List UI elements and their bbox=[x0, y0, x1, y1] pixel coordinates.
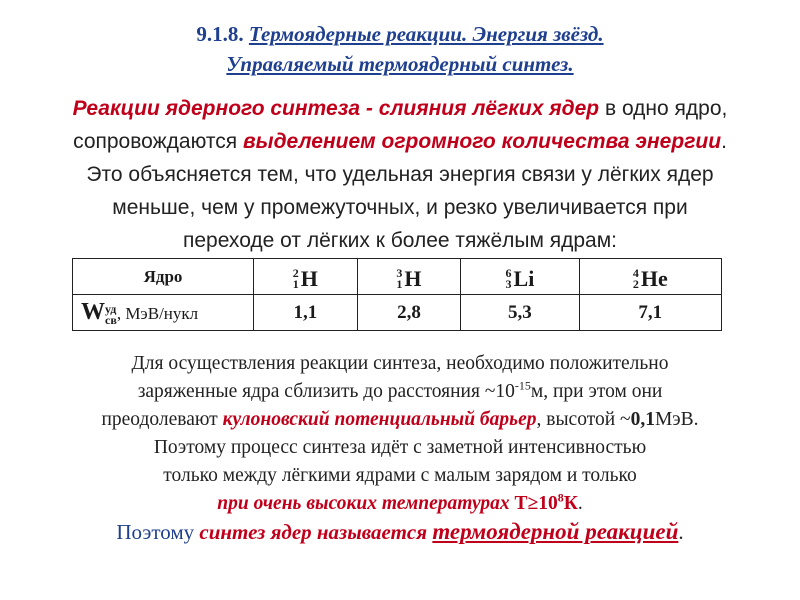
body-line-2 bbox=[0, 378, 800, 406]
mass-number: 4 bbox=[632, 266, 639, 280]
body-text: преодолевают bbox=[101, 409, 223, 430]
body-text: Поэтому bbox=[116, 520, 200, 544]
intro-text: в одно ядро, bbox=[599, 97, 728, 120]
exponent: -15 bbox=[514, 378, 531, 393]
body-text: , высотой ~ bbox=[536, 409, 631, 430]
charge-number: 1 bbox=[292, 277, 299, 291]
charge-number: 2 bbox=[632, 277, 639, 291]
value-cell: 7,1 bbox=[579, 295, 721, 331]
binding-energy-label bbox=[73, 295, 254, 331]
w-subscript: св bbox=[105, 313, 117, 328]
element-symbol: H bbox=[300, 266, 318, 291]
body-line-4: Поэтому процесс синтеза идёт с заметной интенсивностью bbox=[153, 437, 647, 458]
title-line-2 bbox=[0, 52, 800, 77]
charge-number: 3 bbox=[505, 277, 512, 291]
body-paragraph bbox=[0, 350, 800, 546]
intro-text: . bbox=[721, 130, 727, 153]
nucleus-header: Ядро bbox=[73, 259, 254, 295]
section-number: 9.1.8. bbox=[196, 22, 244, 46]
temperature-value: Т≥10 bbox=[509, 493, 558, 514]
body-text: . bbox=[678, 520, 684, 544]
energy-release-highlight: выделением огромного количества энергии bbox=[242, 130, 722, 153]
nuclide-cell bbox=[254, 259, 358, 295]
body-line-5: только между лёгкими ядрами с малым зарядом и только bbox=[163, 465, 637, 486]
intro-line-4: меньше, чем у промежуточных, и резко увеличивается при bbox=[112, 196, 688, 219]
fusion-name-highlight: синтез ядер называется bbox=[199, 520, 428, 544]
body-text: . bbox=[577, 493, 583, 514]
binding-energy-table bbox=[72, 258, 722, 331]
barrier-value: 0,1 bbox=[630, 409, 655, 430]
body-text: заряженные ядра сблизить до расстояния ~10 bbox=[137, 381, 515, 402]
intro-line-5: переходе от лёгких к более тяжёлым ядрам: bbox=[182, 229, 618, 252]
value-cell: 5,3 bbox=[461, 295, 579, 331]
body-line-6 bbox=[0, 490, 800, 518]
intro-line-1 bbox=[0, 92, 800, 125]
table-header-row bbox=[73, 259, 722, 295]
value-cell: 1,1 bbox=[254, 295, 358, 331]
intro-line-3: Это объясняется тем, что удельная энергия связи у лёгких ядер bbox=[86, 163, 714, 186]
thermonuclear-term: термоядерной реакцией bbox=[432, 519, 679, 544]
element-symbol: H bbox=[404, 266, 422, 291]
intro-line-2 bbox=[0, 125, 800, 158]
intro-paragraph bbox=[0, 92, 800, 257]
element-symbol: He bbox=[640, 266, 668, 291]
high-temperature-highlight: при очень высоких температурах bbox=[217, 493, 510, 514]
title-line-1 bbox=[0, 22, 800, 47]
coulomb-barrier-highlight: кулоновский потенциальный барьер bbox=[222, 409, 537, 430]
w-superscript: уд bbox=[105, 302, 117, 317]
charge-number: 1 bbox=[396, 277, 403, 291]
body-text: м, при этом они bbox=[530, 381, 663, 402]
nuclide-cell bbox=[579, 259, 721, 295]
temperature-unit: К bbox=[563, 493, 578, 514]
mass-number: 2 bbox=[292, 266, 299, 280]
body-line-3 bbox=[0, 406, 800, 434]
intro-text: сопровождаются bbox=[73, 130, 243, 153]
title-text-2: Управляемый термоядерный синтез. bbox=[226, 52, 574, 76]
table-row bbox=[73, 295, 722, 331]
value-cell: 2,8 bbox=[357, 295, 461, 331]
body-line-7 bbox=[0, 518, 800, 546]
mass-number: 6 bbox=[505, 266, 512, 280]
unit-label: , МэВ/нукл bbox=[116, 303, 199, 323]
title-text-1: Термоядерные реакции. Энергия звёзд. bbox=[248, 22, 604, 46]
w-symbol: W bbox=[81, 298, 105, 325]
mass-number: 3 bbox=[396, 266, 403, 280]
exponent: 8 bbox=[557, 490, 564, 505]
body-line-1: Для осуществления реакции синтеза, необходимо положительно bbox=[131, 353, 669, 374]
nuclide-cell bbox=[461, 259, 579, 295]
fusion-definition: Реакции ядерного синтеза - слияния лёгких ядер bbox=[72, 97, 600, 120]
nuclide-cell bbox=[357, 259, 461, 295]
body-text: МэВ. bbox=[654, 409, 699, 430]
element-symbol: Li bbox=[513, 266, 535, 291]
